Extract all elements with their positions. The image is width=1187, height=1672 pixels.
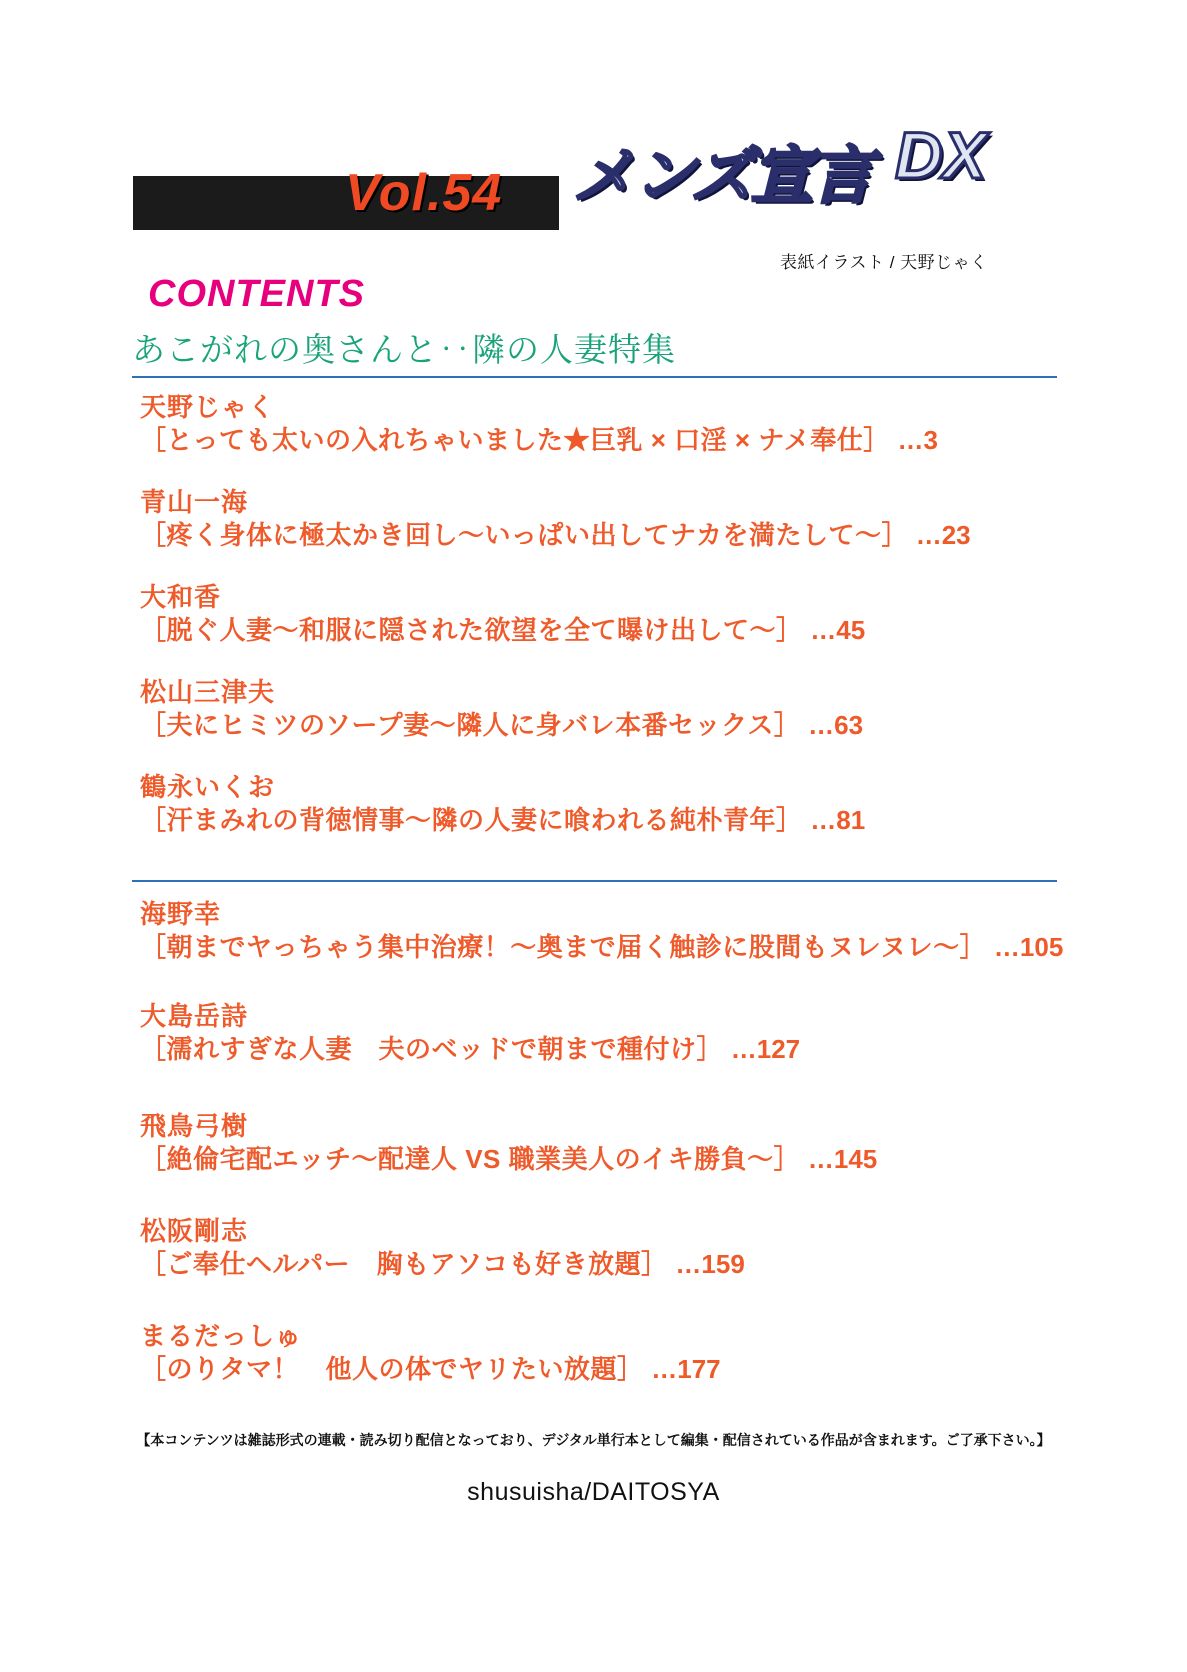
entry-author: 松山三津夫 xyxy=(140,677,276,707)
contents-heading: CONTENTS xyxy=(148,273,365,315)
entry-author: 松阪剛志 xyxy=(140,1216,249,1246)
entry-author: まるだっしゅ xyxy=(140,1321,303,1351)
entry-title-line xyxy=(140,1143,1140,1177)
divider-middle xyxy=(132,880,1057,882)
entry-page: …63 xyxy=(808,709,864,740)
disclaimer-note: 【本コンテンツは雑誌形式の連載・読み切り配信となっており、デジタル単行本として編集・配信されている作品が含まれます。ご了承下さい。】 xyxy=(136,1432,1051,1448)
entry-title-line xyxy=(140,1248,1140,1282)
entry-title-line xyxy=(140,709,1140,743)
entry-title: ［脱ぐ人妻～和服に隠された欲望を全て曝け出して～］ xyxy=(140,614,803,645)
masthead xyxy=(0,110,1187,272)
entry-page: …177 xyxy=(651,1353,721,1384)
magazine-logo-suffix: DX xyxy=(895,118,987,192)
entry-title: ［濡れすぎな人妻 夫のベッドで朝まで種付け］ xyxy=(140,1033,724,1064)
list-item[interactable] xyxy=(140,771,1140,837)
entry-page: …23 xyxy=(915,519,971,550)
entry-title: ［夫にヒミツのソープ妻～隣人に身バレ本番セックス］ xyxy=(140,709,801,740)
list-item[interactable] xyxy=(140,1110,1140,1176)
entry-title-line xyxy=(140,1353,1140,1387)
entry-author: 大和香 xyxy=(140,582,222,612)
entry-author: 海野幸 xyxy=(140,899,222,929)
entry-author: 鶴永いくお xyxy=(140,772,276,802)
list-item[interactable] xyxy=(140,898,1140,964)
volume-label: Vol.54 xyxy=(345,164,503,222)
magazine-logo-main: メンズ宣言 xyxy=(573,142,872,211)
publisher-label: shusuisha/DAITOSYA xyxy=(467,1478,720,1506)
list-item[interactable] xyxy=(140,676,1140,742)
list-item[interactable] xyxy=(140,1000,1140,1066)
entry-page: …45 xyxy=(810,614,866,645)
entry-author: 大島岳詩 xyxy=(140,1001,249,1031)
magazine-logo xyxy=(565,120,1015,240)
list-item[interactable] xyxy=(140,1215,1140,1281)
entry-page: …105 xyxy=(993,931,1064,962)
entry-author: 天野じゃく xyxy=(140,392,276,422)
entry-page: …145 xyxy=(807,1143,878,1174)
divider-top xyxy=(132,376,1057,378)
entry-title: ［ご奉仕ヘルパー 胸もアソコも好き放題］ xyxy=(140,1248,668,1279)
entry-page: …81 xyxy=(810,804,866,835)
entry-title-line xyxy=(140,519,1140,553)
list-item[interactable] xyxy=(140,391,1140,457)
entry-page: …159 xyxy=(675,1248,745,1279)
entry-title: ［絶倫宅配エッチ～配達人 VS 職業美人のイキ勝負～］ xyxy=(140,1143,801,1174)
entry-title-line xyxy=(140,804,1140,838)
entry-title: ［汗まみれの背徳情事～隣の人妻に喰われる純朴青年］ xyxy=(140,804,803,835)
cover-illustration-credit: 表紙イラスト / 天野じゃく xyxy=(780,253,988,272)
entry-title-line xyxy=(140,614,1140,648)
list-item[interactable] xyxy=(140,1320,1140,1386)
entry-author: 飛鳥弓樹 xyxy=(140,1111,249,1141)
entry-title: ［疼く身体に極太かき回し～いっぱい出してナカを満たして～］ xyxy=(140,519,908,550)
entry-title-line xyxy=(140,1033,1140,1067)
entry-title-line xyxy=(140,424,1140,458)
entry-title-line xyxy=(140,931,1140,965)
entry-page: …127 xyxy=(730,1033,801,1064)
list-item[interactable] xyxy=(140,486,1140,552)
list-item[interactable] xyxy=(140,581,1140,647)
entry-title: ［朝までヤっちゃう集中治療！～奥まで届く触診に股間もヌレヌレ～］ xyxy=(140,931,987,962)
entry-title: ［のりタマ！ 他人の体でヤリたい放題］ xyxy=(140,1353,644,1384)
entry-author: 青山一海 xyxy=(140,487,249,517)
entry-title: ［とっても太いの入れちゃいました★巨乳 × 口淫 × ナメ奉仕］ xyxy=(140,424,890,455)
feature-heading: あこがれの奥さんと‥隣の人妻特集 xyxy=(132,331,676,368)
entry-page: …3 xyxy=(897,424,938,455)
